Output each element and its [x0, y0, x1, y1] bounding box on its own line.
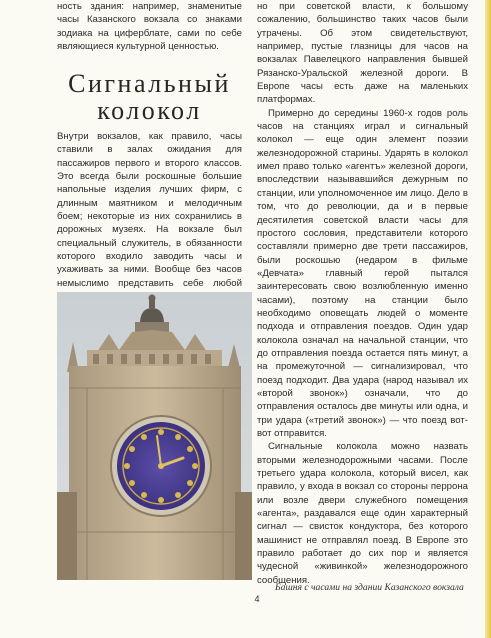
clock-tower-photo — [57, 292, 252, 580]
photo-caption: Башня с часами на здании Казанского вокзала — [275, 582, 464, 593]
left-top-text — [57, 0, 242, 53]
heading-line-2: колокол — [97, 96, 202, 125]
page-edge-strip — [485, 0, 491, 638]
right-paragraph-3: Сигнальные колокола можно назвать вторыми железнодорожными часами. После третьего удара колокола, который висел, как правило, у входа в вокзал со стороны перрона или возле двери служебного помещения «агента», раздавался еще один характерный сигнал — свисток кондуктора, без которого машинист не отправлял поезд. В Европе это правило работает до сих пор и является чудесной «живинкой» железнодорожного сообщения. — [257, 441, 468, 586]
left-top-paragraph: ность здания: например, знаменитые часы Казанского вокзала со знаками зодиака на циферблате, сами по себе являющиеся культурной ценностью. — [57, 1, 242, 53]
page-number: 4 — [254, 594, 260, 604]
left-paragraph: Внутри вокзалов, как правило, часы ставили в залах ожидания для пассажиров первого и второго классов. Это всегда были роскошные большие напольные изделия лучших фирм, с длинным маятником и мелодичным боем; некоторые из них сохранились в дорожных музеях. На вокзале был специальный служитель, в обязанности которого входило заводить часы и ухаживать за ними. Вообще без часов немыслимо представить себе любой — [57, 131, 242, 289]
right-column-text — [257, 0, 468, 587]
right-paragraph-2: Примерно до середины 1960-х годов роль часов на станциях играл и сигнальный колокол — еще один элемент поэзии железнодорожной старины. Ударять в колокол имел право только «агентъ» железной дороги, впоследствии называвшийся дежурным по станции, или уполномоченное им лицо. Дело в том, что до революции, да и в первые десятилетия советской власти часы для простого сословия, представители которого составляли примерно две трети пассажиров, были роскошью (недаром в фильме «Девчата» главный герой пытался заинтересовать свою возлюбленную именно часами), поэтому на станции было необходимо оповещать людей о моменте подхода и отправления поездов. Один удар колокола означал на начальной станции, что до отправления поезда остается пять минут, а на промежуточной — сигнализировал, что поезд подходит. Два удара (народ называл их «второй звонок») означали, что до отправления осталось две минуты или одна, и три удара («третий звонок») — что поезд вот-вот отправится. — [257, 107, 468, 439]
right-paragraph-1: но при советской власти, к большому сожалению, большинство таких часов были утрачены. Об этом свидетельствуют, например, пустые глазницы для часов на вокзалах Павелецкого направления бывшей Рязанско-Уральской железной дороги. В Европе часы есть даже на маленьких платформах. — [257, 1, 468, 106]
section-heading — [57, 70, 242, 124]
heading-line-1: Сигнальный — [68, 69, 231, 98]
